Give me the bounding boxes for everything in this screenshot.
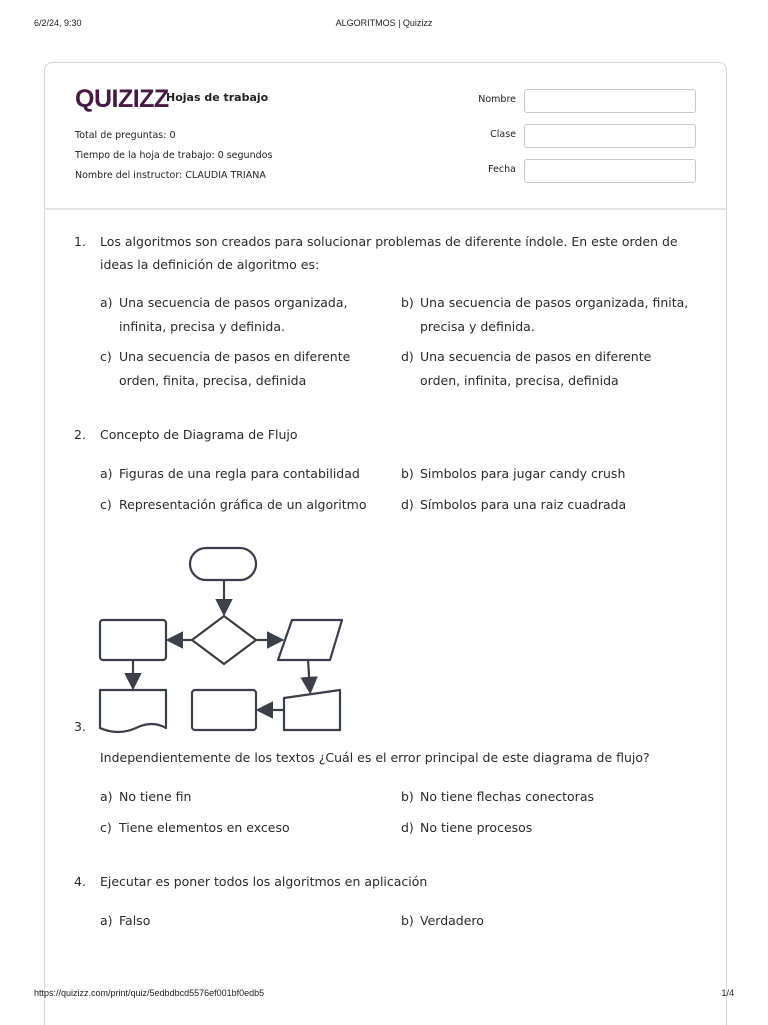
worksheet-subtitle: Hojas de trabajo — [166, 91, 269, 104]
date-field[interactable] — [524, 159, 696, 183]
question-text: Concepto de Diagrama de Flujo — [100, 427, 298, 442]
question-number: 3. — [74, 719, 86, 734]
data-shape — [278, 620, 342, 660]
print-header — [34, 18, 734, 32]
document-shape — [100, 690, 166, 732]
print-footer — [34, 988, 734, 1002]
arrow — [308, 660, 310, 690]
question-number: 2. — [74, 427, 86, 442]
class-field[interactable] — [524, 124, 696, 148]
print-title: ALGORITMOS | Quizizz — [335, 18, 433, 28]
name-field[interactable] — [524, 89, 696, 113]
process-shape-2 — [192, 690, 256, 730]
instructor-name: Nombre del instructor: CLAUDIA TRIANA — [75, 170, 266, 181]
print-url: https://quizizz.com/print/quiz/5edbdbcd5576ef001bf0edb5 — [34, 988, 265, 998]
class-label: Clase — [490, 129, 516, 140]
total-questions: Total de preguntas: 0 — [75, 130, 176, 141]
name-label: Nombre — [478, 94, 516, 105]
manual-input-shape — [284, 690, 340, 730]
date-label: Fecha — [488, 164, 516, 175]
process-shape — [100, 620, 166, 660]
page-number: 1/4 — [721, 988, 734, 998]
quizizz-logo: QUIZIZZ — [75, 85, 169, 113]
terminal-shape — [190, 548, 256, 580]
question-text: Independientemente de los textos ¿Cuál es el error principal de este diagrama de flujo? — [100, 750, 650, 765]
print-date: 6/2/24, 9:30 — [34, 18, 82, 28]
question-number: 1. — [74, 234, 86, 249]
worksheet-time: Tiempo de la hoja de trabajo: 0 segundos — [75, 150, 273, 161]
question-text: Los algoritmos son creados para solucionar problemas de diferente índole. En este orden de ideas la definición de algoritmo es: — [100, 234, 678, 272]
decision-shape — [192, 616, 256, 664]
question-text: Ejecutar es poner todos los algoritmos en aplicación — [100, 874, 428, 889]
flowchart-image — [52, 484, 352, 734]
question-number: 4. — [74, 874, 86, 889]
worksheet-header — [45, 63, 726, 210]
